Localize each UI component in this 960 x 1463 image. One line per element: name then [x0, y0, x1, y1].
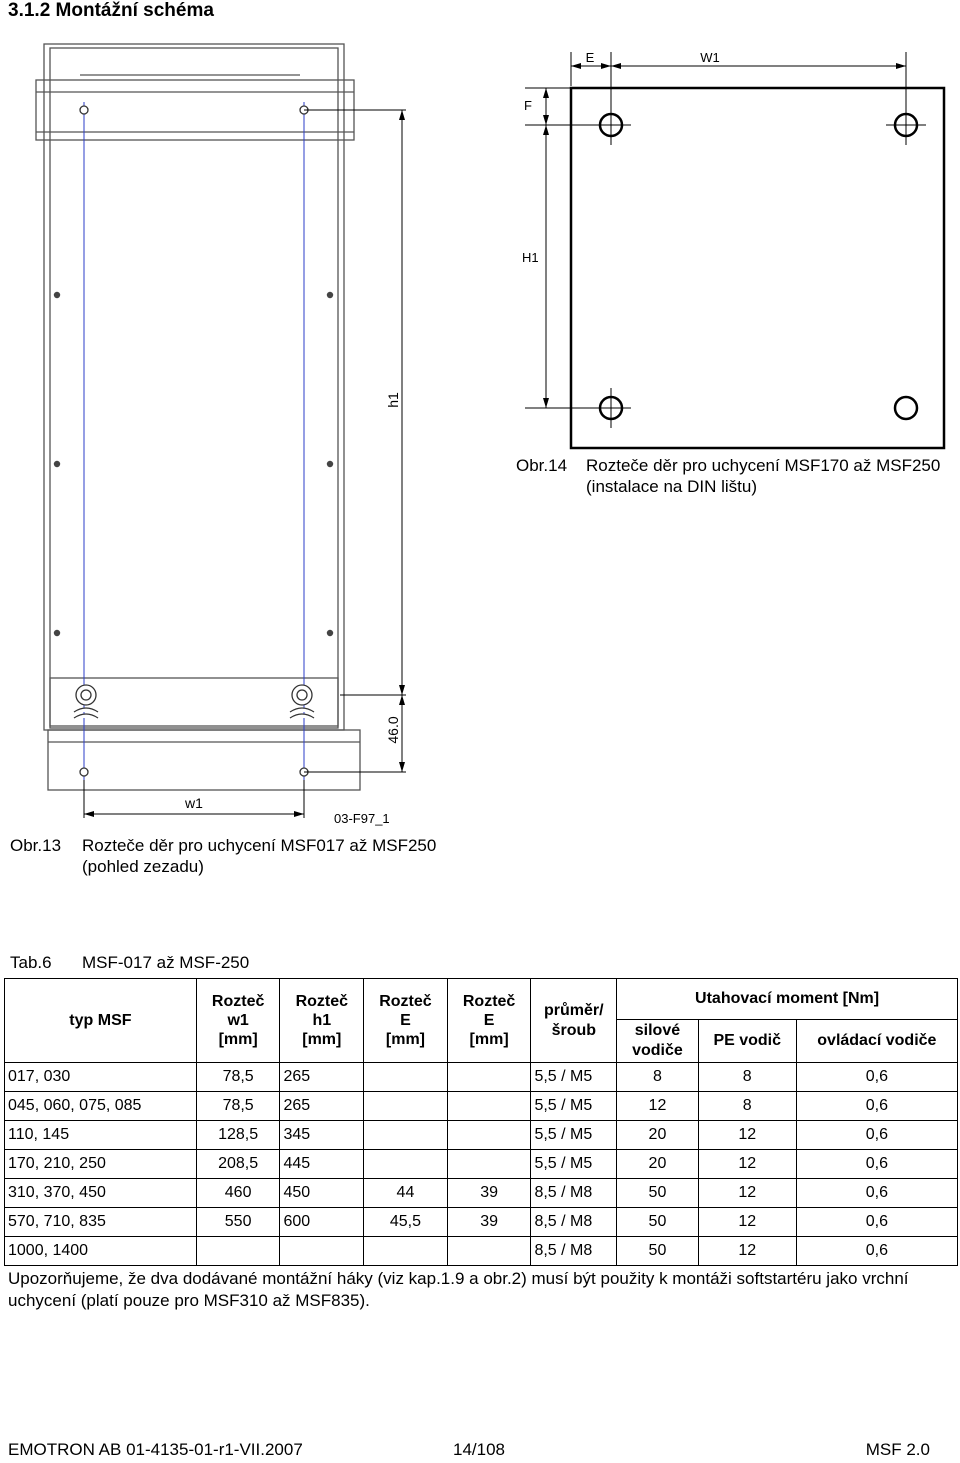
dim-w1-label: w1 — [185, 795, 203, 811]
table-cell — [447, 1063, 531, 1092]
dim-h1-label: h1 — [385, 392, 401, 408]
table-cell: 265 — [280, 1092, 364, 1121]
dim-f-label: F — [524, 98, 532, 113]
table-cell: 445 — [280, 1150, 364, 1179]
header-e2: Rozteč E [mm] — [447, 979, 531, 1063]
table-cell: 50 — [617, 1237, 699, 1266]
header-control: ovládací vodiče — [796, 1020, 957, 1063]
fig13-caption-sub: (pohled zezadu) — [82, 857, 204, 876]
table-cell: 170, 210, 250 — [5, 1150, 197, 1179]
table-title: MSF-017 až MSF-250 — [82, 953, 250, 972]
table-cell: 12 — [617, 1092, 699, 1121]
footer-left: EMOTRON AB 01-4135-01-r1-VII.2007 — [8, 1440, 303, 1459]
table-cell: 0,6 — [796, 1208, 957, 1237]
table-row — [5, 1063, 958, 1092]
header-bolt: průměr/ šroub — [531, 979, 617, 1063]
table-cell: 0,6 — [796, 1237, 957, 1266]
table-cell: 110, 145 — [5, 1121, 197, 1150]
table-cell: 1000, 1400 — [5, 1237, 197, 1266]
table-cell: 0,6 — [796, 1063, 957, 1092]
header-torque: Utahovací moment [Nm] — [617, 979, 958, 1020]
table-cell: 8,5 / M8 — [531, 1179, 617, 1208]
table-label: Tab.6 — [10, 953, 52, 972]
table-cell — [364, 1092, 448, 1121]
table-cell: 50 — [617, 1179, 699, 1208]
table-cell: 8,5 / M8 — [531, 1237, 617, 1266]
table-cell: 0,6 — [796, 1150, 957, 1179]
table-cell — [447, 1121, 531, 1150]
fig14-caption-sub: (instalace na DIN lištu) — [586, 477, 758, 496]
table-row — [5, 1208, 958, 1237]
table-cell: 345 — [280, 1121, 364, 1150]
table-cell: 12 — [698, 1179, 796, 1208]
fig13-caption-num: Obr.13 — [10, 836, 62, 855]
table-row — [5, 1150, 958, 1179]
table-cell — [364, 1237, 448, 1266]
table-cell: 208,5 — [196, 1150, 280, 1179]
table-cell — [447, 1092, 531, 1121]
figure-14-drawing — [510, 40, 950, 460]
table-cell — [364, 1121, 448, 1150]
table-row — [5, 1121, 958, 1150]
figure-13-drawing — [30, 40, 430, 830]
table-cell: 8 — [617, 1063, 699, 1092]
header-h1: Rozteč h1 [mm] — [280, 979, 364, 1063]
table-cell: 550 — [196, 1208, 280, 1237]
dim-e-label: E — [585, 50, 595, 65]
table-cell — [447, 1150, 531, 1179]
table-cell: 78,5 — [196, 1092, 280, 1121]
dim-h1-label-fig14: H1 — [522, 250, 539, 265]
table-cell: 045, 060, 075, 085 — [5, 1092, 197, 1121]
table-cell: 017, 030 — [5, 1063, 197, 1092]
spec-table — [4, 978, 958, 1266]
table-cell: 12 — [698, 1208, 796, 1237]
table-cell: 5,5 / M5 — [531, 1150, 617, 1179]
table-cell: 5,5 / M5 — [531, 1063, 617, 1092]
note-text: Upozorňujeme, že dva dodávané montážní háky (viz kap.1.9 a obr.2) musí být použity k montáži softstartéru jako vrchní uchycení (platí pouze pro MSF310 až MSF835). — [8, 1269, 909, 1310]
header-power: silové vodiče — [617, 1020, 699, 1063]
table-cell: 5,5 / M5 — [531, 1121, 617, 1150]
table-row — [5, 1179, 958, 1208]
header-w1: Rozteč w1 [mm] — [196, 979, 280, 1063]
section-title: 3.1.2 Montážní schéma — [8, 0, 214, 21]
header-pe: PE vodič — [698, 1020, 796, 1063]
table-cell: 45,5 — [364, 1208, 448, 1237]
table-cell — [447, 1237, 531, 1266]
table-cell: 8 — [698, 1063, 796, 1092]
table-cell — [364, 1063, 448, 1092]
table-cell: 0,6 — [796, 1179, 957, 1208]
footer-right: MSF 2.0 — [865, 1440, 930, 1459]
table-cell — [364, 1150, 448, 1179]
table-cell — [280, 1237, 364, 1266]
fig14-caption-num: Obr.14 — [516, 456, 568, 475]
table-cell: 78,5 — [196, 1063, 280, 1092]
table-cell: 8,5 / M8 — [531, 1208, 617, 1237]
table-cell — [196, 1237, 280, 1266]
table-cell: 5,5 / M5 — [531, 1092, 617, 1121]
header-type: typ MSF — [5, 979, 197, 1063]
table-cell: 12 — [698, 1121, 796, 1150]
dim-46-label: 46.0 — [385, 716, 401, 744]
table-cell: 450 — [280, 1179, 364, 1208]
drawing-id: 03-F97_1 — [334, 811, 390, 826]
footer-page: 14/108 — [453, 1440, 505, 1459]
table-row — [5, 1092, 958, 1121]
header-e1: Rozteč E [mm] — [364, 979, 448, 1063]
table-cell: 0,6 — [796, 1092, 957, 1121]
table-cell: 460 — [196, 1179, 280, 1208]
table-cell: 20 — [617, 1121, 699, 1150]
dim-w1-label-fig14: W1 — [700, 50, 720, 65]
table-cell: 50 — [617, 1208, 699, 1237]
table-cell: 570, 710, 835 — [5, 1208, 197, 1237]
fig13-caption-text: Rozteče děr pro uchycení MSF017 až MSF250 — [82, 836, 437, 855]
table-cell: 8 — [698, 1092, 796, 1121]
table-cell: 39 — [447, 1179, 531, 1208]
table-cell: 12 — [698, 1237, 796, 1266]
table-cell: 39 — [447, 1208, 531, 1237]
table-cell: 310, 370, 450 — [5, 1179, 197, 1208]
table-cell: 0,6 — [796, 1121, 957, 1150]
table-cell: 265 — [280, 1063, 364, 1092]
table-row — [5, 1237, 958, 1266]
table-cell: 12 — [698, 1150, 796, 1179]
table-cell: 128,5 — [196, 1121, 280, 1150]
fig14-caption-text: Rozteče děr pro uchycení MSF170 až MSF250 — [586, 456, 941, 475]
table-cell: 20 — [617, 1150, 699, 1179]
table-cell: 600 — [280, 1208, 364, 1237]
table-cell: 44 — [364, 1179, 448, 1208]
